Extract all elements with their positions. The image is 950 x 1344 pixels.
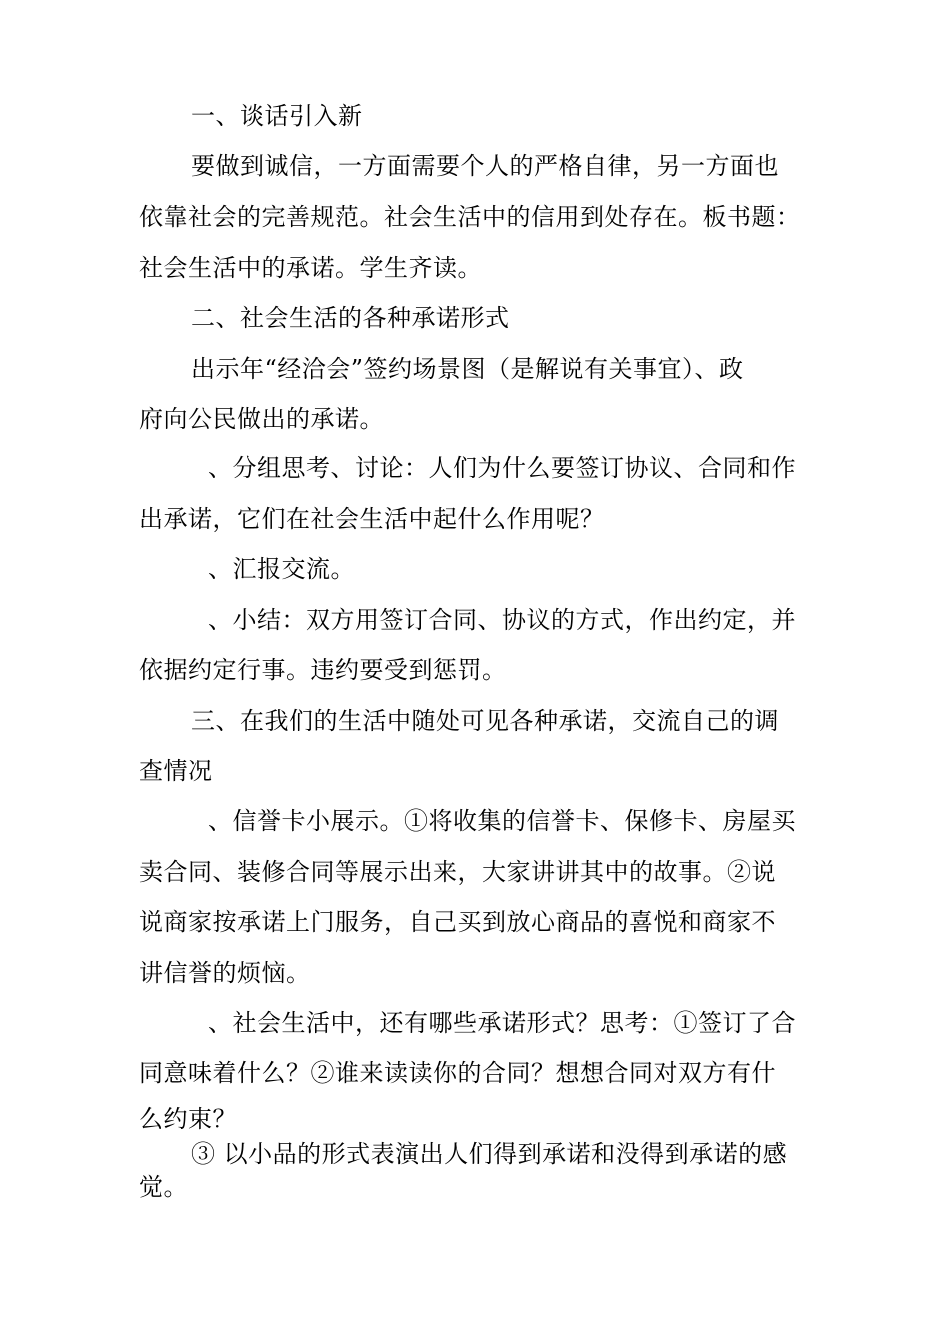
section-heading-1: 一、谈话引入新 (191, 102, 363, 130)
paragraph-line: 、汇报交流。 (208, 555, 355, 583)
paragraph-line: 同意味着什么？②谁来读读你的合同？想想合同对双方有什 (139, 1059, 776, 1087)
paragraph-line: 要做到诚信，一方面需要个人的严格自律，另一方面也 (191, 152, 779, 180)
section-heading-3: 三、在我们的生活中随处可见各种承诺，交流自己的调 (191, 707, 779, 735)
section-heading-2: 二、社会生活的各种承诺形式 (191, 304, 510, 332)
paragraph-line: 说商家按承诺上门服务，自己买到放心商品的喜悦和商家不 (139, 908, 776, 936)
paragraph-line: 觉。 (139, 1173, 188, 1201)
paragraph-line: 讲信誉的烦恼。 (139, 959, 311, 987)
paragraph-line: 么约束？ (139, 1105, 237, 1133)
paragraph-line: 出示年“经洽会”签约场景图（是解说有关事宜）、政 (191, 355, 744, 383)
paragraph-line: 、社会生活中，还有哪些承诺形式？思考：①签订了合 (208, 1009, 796, 1037)
paragraph-line: 社会生活中的承诺。学生齐读。 (139, 254, 482, 282)
paragraph-line: 卖合同、装修合同等展示出来，大家讲讲其中的故事。②说 (139, 858, 776, 886)
paragraph-line: 府向公民做出的承诺。 (139, 405, 384, 433)
paragraph-line: 依靠社会的完善规范。社会生活中的信用到处存在。板书题： (139, 203, 801, 231)
paragraph-line: 、分组思考、讨论：人们为什么要签订协议、合同和作 (208, 454, 796, 482)
paragraph-line: 查情况 (139, 757, 213, 785)
paragraph-line: 依据约定行事。违约要受到惩罚。 (139, 656, 507, 684)
paragraph-line: 出承诺，它们在社会生活中起什么作用呢？ (139, 505, 605, 533)
paragraph-line: 、小结：双方用签订合同、协议的方式，作出约定，并 (208, 606, 796, 634)
paragraph-line: 、信誉卡小展示。①将收集的信誉卡、保修卡、房屋买 (208, 807, 796, 835)
paragraph-line: ③ 以小品的形式表演出人们得到承诺和没得到承诺的感 (191, 1140, 788, 1168)
